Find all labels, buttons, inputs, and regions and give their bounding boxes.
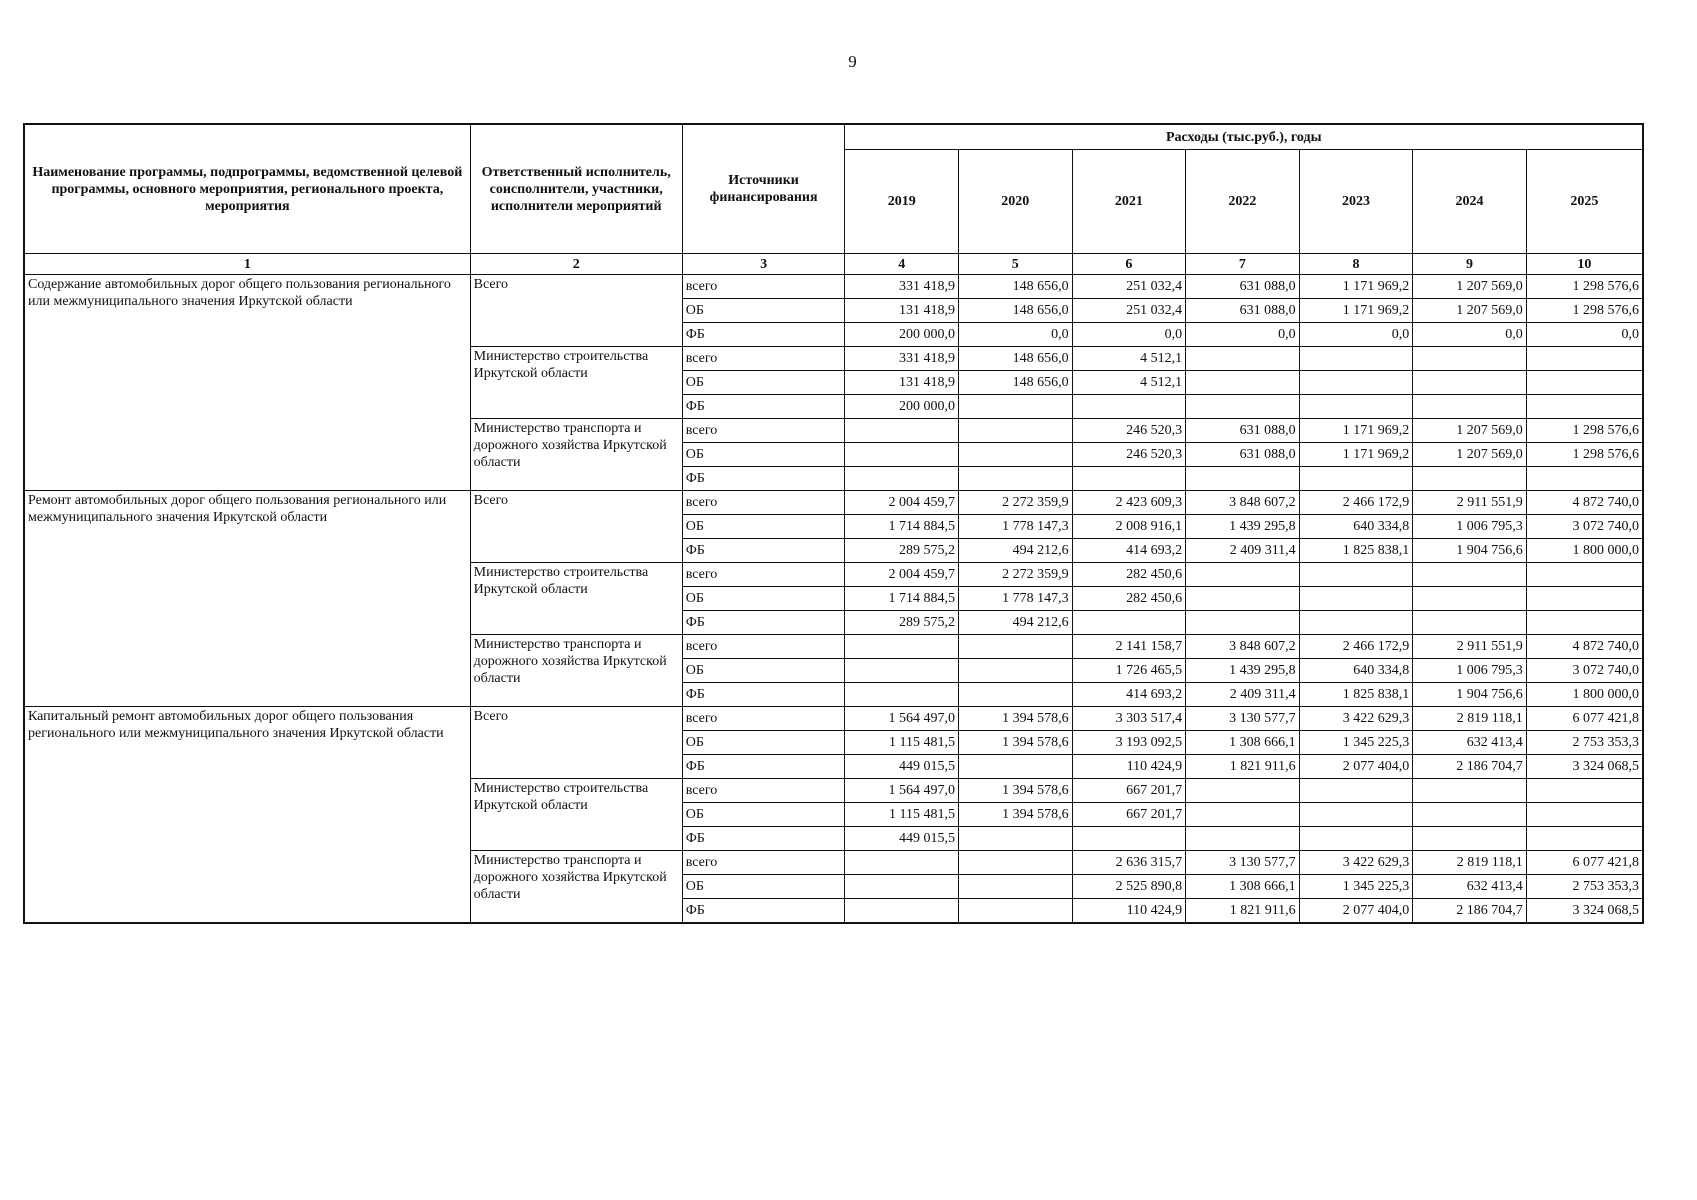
amount-cell [845,899,959,924]
amount-cell: 1 726 465,5 [1072,659,1186,683]
amount-cell: 4 512,1 [1072,347,1186,371]
amount-cell: 2 753 353,3 [1526,731,1643,755]
amount-cell: 1 564 497,0 [845,707,959,731]
amount-cell [1186,803,1300,827]
amount-cell: 1 298 576,6 [1526,419,1643,443]
amount-cell [845,659,959,683]
amount-cell: 2 525 890,8 [1072,875,1186,899]
amount-cell: 2 466 172,9 [1299,491,1413,515]
amount-cell [1299,371,1413,395]
amount-cell: 1 714 884,5 [845,515,959,539]
header-year: 2022 [1186,150,1300,254]
amount-cell [1186,587,1300,611]
amount-cell: 3 072 740,0 [1526,515,1643,539]
amount-cell: 1 207 569,0 [1413,419,1527,443]
funding-source-cell: ОБ [682,299,845,323]
table-row [24,707,1643,731]
amount-cell: 2 409 311,4 [1186,683,1300,707]
funding-source-cell: ОБ [682,875,845,899]
amount-cell [1186,347,1300,371]
amount-cell [1526,827,1643,851]
amount-cell [1413,395,1527,419]
amount-cell: 631 088,0 [1186,419,1300,443]
amount-cell [1186,611,1300,635]
amount-cell: 1 714 884,5 [845,587,959,611]
funding-source-cell: всего [682,635,845,659]
amount-cell [1413,827,1527,851]
amount-cell: 3 324 068,5 [1526,755,1643,779]
executor-cell: Министерство строительства Иркутской области [470,779,682,851]
amount-cell [1072,827,1186,851]
amount-cell: 2 753 353,3 [1526,875,1643,899]
column-number: 8 [1299,254,1413,275]
amount-cell: 148 656,0 [959,299,1073,323]
amount-cell: 251 032,4 [1072,275,1186,299]
amount-cell: 449 015,5 [845,755,959,779]
amount-cell [959,851,1073,875]
amount-cell [959,419,1073,443]
executor-cell: Министерство транспорта и дорожного хозяйства Иркутской области [470,419,682,491]
amount-cell: 1 821 911,6 [1186,899,1300,924]
amount-cell [1186,371,1300,395]
amount-cell: 667 201,7 [1072,803,1186,827]
header-year: 2024 [1413,150,1527,254]
executor-cell: Всего [470,275,682,347]
amount-cell [1299,395,1413,419]
amount-cell: 1 904 756,6 [1413,539,1527,563]
amount-cell: 1 800 000,0 [1526,683,1643,707]
amount-cell: 1 904 756,6 [1413,683,1527,707]
amount-cell: 2 141 158,7 [1072,635,1186,659]
amount-cell [959,683,1073,707]
funding-source-cell: всего [682,779,845,803]
table-row [24,275,1643,299]
amount-cell: 2 409 311,4 [1186,539,1300,563]
column-number: 3 [682,254,845,275]
funding-source-cell: ОБ [682,515,845,539]
amount-cell: 1 821 911,6 [1186,755,1300,779]
amount-cell [1299,347,1413,371]
header-name: Наименование программы, подпрограммы, ведомственной целевой программы, основного мероприятия, регионального проекта, мероприятия [24,124,470,254]
amount-cell [1072,395,1186,419]
amount-cell: 2 636 315,7 [1072,851,1186,875]
amount-cell: 131 418,9 [845,299,959,323]
funding-source-cell: всего [682,851,845,875]
amount-cell: 110 424,9 [1072,755,1186,779]
amount-cell: 1 006 795,3 [1413,515,1527,539]
funding-source-cell: ФБ [682,899,845,924]
amount-cell: 1 394 578,6 [959,707,1073,731]
funding-source-cell: ФБ [682,539,845,563]
amount-cell: 4 512,1 [1072,371,1186,395]
amount-cell: 148 656,0 [959,371,1073,395]
funding-source-cell: всего [682,563,845,587]
amount-cell: 0,0 [1526,323,1643,347]
amount-cell: 148 656,0 [959,275,1073,299]
column-number: 7 [1186,254,1300,275]
amount-cell: 2 911 551,9 [1413,635,1527,659]
column-number: 6 [1072,254,1186,275]
amount-cell: 2 008 916,1 [1072,515,1186,539]
amount-cell: 1 308 666,1 [1186,731,1300,755]
amount-cell: 414 693,2 [1072,683,1186,707]
amount-cell: 4 872 740,0 [1526,635,1643,659]
amount-cell [1413,803,1527,827]
amount-cell [959,659,1073,683]
amount-cell: 0,0 [1072,323,1186,347]
amount-cell: 1 394 578,6 [959,803,1073,827]
amount-cell [1526,779,1643,803]
header-year: 2025 [1526,150,1643,254]
funding-source-cell: ФБ [682,755,845,779]
amount-cell: 3 072 740,0 [1526,659,1643,683]
amount-cell [1072,611,1186,635]
amount-cell [845,851,959,875]
amount-cell: 640 334,8 [1299,659,1413,683]
table-header [24,124,1643,275]
header-year: 2020 [959,150,1073,254]
funding-source-cell: ФБ [682,467,845,491]
header-executor: Ответственный исполнитель, соисполнители, участники, исполнители мероприятий [470,124,682,254]
executor-cell: Министерство транспорта и дорожного хозяйства Иркутской области [470,635,682,707]
funding-source-cell: всего [682,347,845,371]
amount-cell [1299,803,1413,827]
amount-cell [1072,467,1186,491]
amount-cell: 1 171 969,2 [1299,443,1413,467]
executor-cell: Министерство строительства Иркутской области [470,563,682,635]
amount-cell [1526,587,1643,611]
executor-cell: Всего [470,491,682,563]
amount-cell: 1 825 838,1 [1299,683,1413,707]
amount-cell [959,635,1073,659]
executor-cell: Всего [470,707,682,779]
amount-cell: 449 015,5 [845,827,959,851]
amount-cell [1299,467,1413,491]
funding-source-cell: ФБ [682,323,845,347]
amount-cell: 1 345 225,3 [1299,875,1413,899]
column-number: 10 [1526,254,1643,275]
amount-cell: 2 077 404,0 [1299,755,1413,779]
amount-cell: 1 171 969,2 [1299,275,1413,299]
amount-cell: 1 298 576,6 [1526,275,1643,299]
amount-cell [959,827,1073,851]
amount-cell: 1 171 969,2 [1299,299,1413,323]
amount-cell: 2 423 609,3 [1072,491,1186,515]
amount-cell: 631 088,0 [1186,443,1300,467]
amount-cell: 148 656,0 [959,347,1073,371]
amount-cell: 1 439 295,8 [1186,659,1300,683]
amount-cell: 1 439 295,8 [1186,515,1300,539]
amount-cell [1413,587,1527,611]
amount-cell [1413,467,1527,491]
program-name-cell: Капитальный ремонт автомобильных дорог общего пользования регионального или межмуниципального значения Иркутской области [24,707,470,924]
funding-source-cell: ФБ [682,395,845,419]
amount-cell: 246 520,3 [1072,419,1186,443]
amount-cell [1413,779,1527,803]
amount-cell: 2 466 172,9 [1299,635,1413,659]
amount-cell: 1 006 795,3 [1413,659,1527,683]
amount-cell [1413,371,1527,395]
funding-source-cell: ФБ [682,683,845,707]
executor-cell: Министерство строительства Иркутской области [470,347,682,419]
column-number: 4 [845,254,959,275]
amount-cell: 3 422 629,3 [1299,851,1413,875]
amount-cell [1526,563,1643,587]
amount-cell: 282 450,6 [1072,587,1186,611]
funding-source-cell: всего [682,707,845,731]
amount-cell: 632 413,4 [1413,875,1527,899]
amount-cell: 3 324 068,5 [1526,899,1643,924]
amount-cell [1526,395,1643,419]
amount-cell: 1 115 481,5 [845,731,959,755]
amount-cell [845,875,959,899]
amount-cell: 1 171 969,2 [1299,419,1413,443]
amount-cell [1413,347,1527,371]
amount-cell [1299,827,1413,851]
amount-cell: 1 778 147,3 [959,587,1073,611]
funding-source-cell: всего [682,275,845,299]
amount-cell [959,467,1073,491]
amount-cell: 2 911 551,9 [1413,491,1527,515]
amount-cell: 4 872 740,0 [1526,491,1643,515]
header-year: 2019 [845,150,959,254]
amount-cell: 1 564 497,0 [845,779,959,803]
amount-cell: 2 186 704,7 [1413,899,1527,924]
funding-source-cell: ФБ [682,827,845,851]
table-row [24,491,1643,515]
amount-cell: 1 207 569,0 [1413,443,1527,467]
amount-cell [1186,563,1300,587]
amount-cell: 289 575,2 [845,539,959,563]
amount-cell: 282 450,6 [1072,563,1186,587]
amount-cell [845,635,959,659]
amount-cell: 1 345 225,3 [1299,731,1413,755]
table-body [24,275,1643,924]
amount-cell: 1 394 578,6 [959,731,1073,755]
amount-cell: 1 207 569,0 [1413,275,1527,299]
amount-cell: 3 303 517,4 [1072,707,1186,731]
funding-source-cell: ОБ [682,803,845,827]
amount-cell [1186,779,1300,803]
funding-source-cell: ОБ [682,659,845,683]
amount-cell: 632 413,4 [1413,731,1527,755]
amount-cell: 1 308 666,1 [1186,875,1300,899]
amount-cell: 246 520,3 [1072,443,1186,467]
amount-cell: 414 693,2 [1072,539,1186,563]
amount-cell [1413,563,1527,587]
amount-cell: 494 212,6 [959,611,1073,635]
amount-cell: 3 422 629,3 [1299,707,1413,731]
amount-cell: 1 115 481,5 [845,803,959,827]
amount-cell: 1 298 576,6 [1526,443,1643,467]
amount-cell: 2 004 459,7 [845,491,959,515]
amount-cell: 131 418,9 [845,371,959,395]
executor-cell: Министерство транспорта и дорожного хозяйства Иркутской области [470,851,682,924]
amount-cell: 0,0 [959,323,1073,347]
amount-cell: 1 207 569,0 [1413,299,1527,323]
amount-cell [1526,371,1643,395]
amount-cell: 3 848 607,2 [1186,635,1300,659]
amount-cell: 0,0 [1186,323,1300,347]
amount-cell: 1 394 578,6 [959,779,1073,803]
funding-source-cell: ОБ [682,587,845,611]
amount-cell [1299,587,1413,611]
header-expenses: Расходы (тыс.руб.), годы [845,124,1643,150]
amount-cell: 2 819 118,1 [1413,851,1527,875]
column-number: 9 [1413,254,1527,275]
amount-cell [845,467,959,491]
amount-cell [1299,611,1413,635]
amount-cell: 2 186 704,7 [1413,755,1527,779]
amount-cell: 110 424,9 [1072,899,1186,924]
amount-cell: 251 032,4 [1072,299,1186,323]
amount-cell [959,899,1073,924]
amount-cell: 6 077 421,8 [1526,707,1643,731]
column-number: 1 [24,254,470,275]
page-number: 9 [848,52,857,71]
amount-cell: 289 575,2 [845,611,959,635]
funding-source-cell: всего [682,491,845,515]
amount-cell: 1 778 147,3 [959,515,1073,539]
program-name-cell: Ремонт автомобильных дорог общего пользования регионального или межмуниципального значения Иркутской области [24,491,470,707]
amount-cell: 631 088,0 [1186,275,1300,299]
funding-source-cell: ОБ [682,731,845,755]
amount-cell [959,755,1073,779]
amount-cell: 631 088,0 [1186,299,1300,323]
amount-cell: 2 077 404,0 [1299,899,1413,924]
funding-source-cell: ФБ [682,611,845,635]
amount-cell: 200 000,0 [845,395,959,419]
amount-cell [959,875,1073,899]
amount-cell: 667 201,7 [1072,779,1186,803]
amount-cell [1186,827,1300,851]
amount-cell [845,683,959,707]
amount-cell: 2 272 359,9 [959,491,1073,515]
amount-cell: 0,0 [1413,323,1527,347]
amount-cell: 2 004 459,7 [845,563,959,587]
amount-cell [1526,611,1643,635]
amount-cell: 3 193 092,5 [1072,731,1186,755]
header-year: 2023 [1299,150,1413,254]
amount-cell: 3 130 577,7 [1186,707,1300,731]
amount-cell: 0,0 [1299,323,1413,347]
amount-cell [1526,347,1643,371]
amount-cell [845,419,959,443]
amount-cell: 331 418,9 [845,347,959,371]
program-name-cell: Содержание автомобильных дорог общего пользования регионального или межмуниципального значения Иркутской области [24,275,470,491]
amount-cell [1299,779,1413,803]
amount-cell [959,443,1073,467]
amount-cell [959,395,1073,419]
amount-cell: 1 800 000,0 [1526,539,1643,563]
funding-source-cell: всего [682,419,845,443]
amount-cell: 2 819 118,1 [1413,707,1527,731]
header-year: 2021 [1072,150,1186,254]
amount-cell: 640 334,8 [1299,515,1413,539]
amount-cell [1186,467,1300,491]
amount-cell: 3 130 577,7 [1186,851,1300,875]
amount-cell: 1 825 838,1 [1299,539,1413,563]
header-source: Источники финансирования [682,124,845,254]
amount-cell: 494 212,6 [959,539,1073,563]
amount-cell: 331 418,9 [845,275,959,299]
amount-cell: 2 272 359,9 [959,563,1073,587]
column-number: 2 [470,254,682,275]
expenses-table [23,123,1644,924]
amount-cell: 3 848 607,2 [1186,491,1300,515]
column-number: 5 [959,254,1073,275]
amount-cell [1413,611,1527,635]
amount-cell [845,443,959,467]
amount-cell: 1 298 576,6 [1526,299,1643,323]
amount-cell [1526,467,1643,491]
amount-cell [1186,395,1300,419]
amount-cell [1526,803,1643,827]
amount-cell [1299,563,1413,587]
funding-source-cell: ОБ [682,443,845,467]
funding-source-cell: ОБ [682,371,845,395]
amount-cell: 200 000,0 [845,323,959,347]
amount-cell: 6 077 421,8 [1526,851,1643,875]
